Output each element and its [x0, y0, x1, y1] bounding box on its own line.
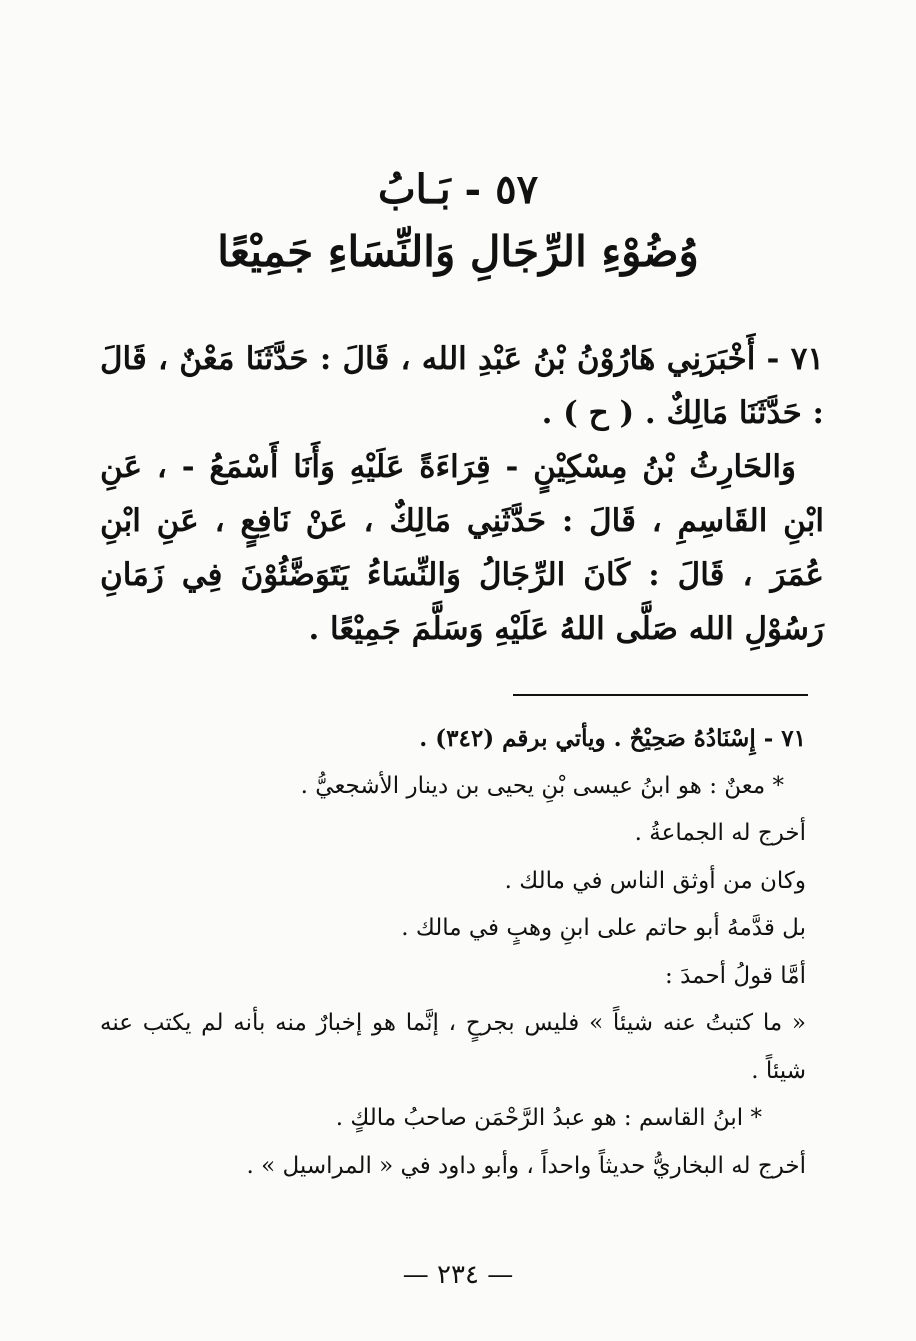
chapter-title: وُضُوْءِ الرِّجَالِ وَالنِّسَاءِ جَمِيْعًا: [217, 227, 699, 276]
hadith-text: [100, 332, 824, 656]
footnote-line: وكان من أوثق الناس في مالك .: [504, 867, 806, 894]
footnote-line: « ما كتبتُ عنه شيئاً » فليس بجرحٍ ، إنَّما هو إخبارٌ منه بأنه لم يكتب عنه شيئاً .: [100, 1010, 806, 1084]
footnote-divider: [513, 694, 808, 696]
footnote-line: بل قدَّمهُ أبو حاتم على ابنِ وهبٍ في مالك .: [401, 915, 806, 941]
footnote-line: أخرج له الجماعةُ .: [634, 820, 806, 846]
footnote-line: أخرج له البخاريُّ حديثاً واحداً ، وأبو داود في « المراسيل » .: [246, 1152, 806, 1179]
footnotes: [100, 715, 806, 1190]
footnote-narrator-ibn-qasim: * ابنُ القاسم : هو عبدُ الرَّحْمَن صاحبُ مالكٍ .: [335, 1105, 762, 1131]
hadith-paragraph-2: وَالحَارِثُ بْنُ مِسْكِيْنٍ - قِرَاءَةً عَلَيْهِ وَأَنَا أَسْمَعُ - ، عَنِ ابْنِ القَاسِمِ ، قَالَ : حَدَّثَنِي مَالِكٌ ، عَنْ نَافِعٍ ، عَنِ ابْنِ عُمَرَ ، قَالَ : كَانَ الرِّجَالُ وَالنِّسَاءُ يَتَوَضَّئُوْنَ فِي زَمَانِ رَسُوْلِ الله صَلَّى اللهُ عَلَيْهِ وَسَلَّمَ جَمِيْعًا .: [100, 449, 824, 647]
hadith-paragraph-1: ٧١ - أَخْبَرَنِي هَارُوْنُ بْنُ عَبْدِ الله ، قَالَ : حَدَّثَنَا مَعْنٌ ، قَالَ : حَدَّثَنَا مَالِكٌ . ( ح ) .: [100, 341, 824, 431]
footnote-narrator-maan: * معنٌ : هو ابنُ عيسى بْنِ يحيى بن دينار الأشجعيُّ .: [300, 772, 784, 799]
page-number: — ٢٣٤ —: [402, 1260, 514, 1290]
footnote-isnad: ٧١ - إِسْنَادُهُ صَحِيْحٌ . ويأتي برقم (٣٤٢) .: [419, 725, 806, 752]
footnote-line: أمَّا قولُ أحمدَ :: [665, 962, 806, 989]
chapter-number: ٥٧ - بَـابُ: [377, 166, 539, 213]
